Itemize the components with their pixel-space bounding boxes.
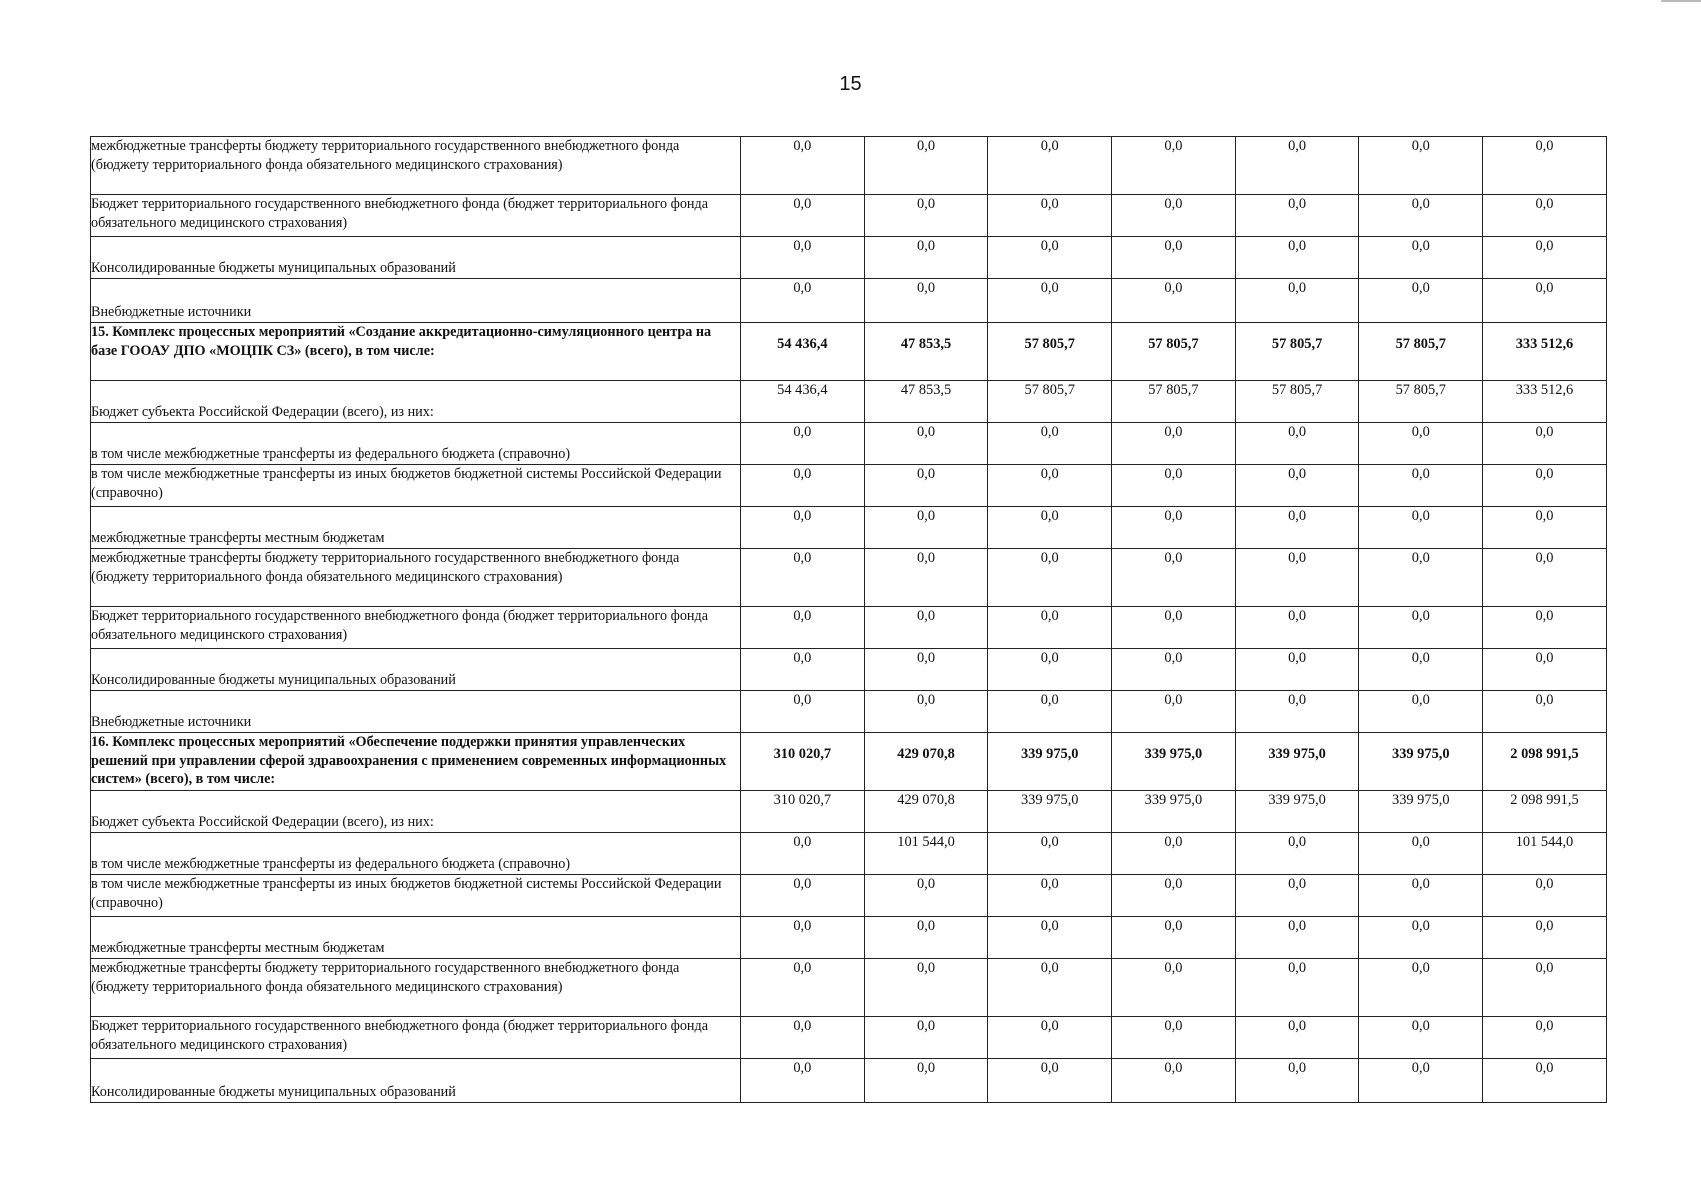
value-cell: 0,0: [1112, 279, 1236, 323]
value-cell: 0,0: [1359, 507, 1483, 549]
row-label-cell: [91, 959, 741, 1017]
value-cell: 0,0: [1112, 465, 1236, 507]
value-cell: 0,0: [1235, 237, 1359, 279]
value-cell: 0,0: [1112, 423, 1236, 465]
value-cell: 0,0: [1112, 195, 1236, 237]
table-row: [91, 959, 1607, 1017]
row-label-cell: [91, 649, 741, 691]
value-cell: 0,0: [1235, 833, 1359, 875]
row-label: в том числе межбюджетные трансферты из федерального бюджета (справочно): [91, 856, 571, 872]
value-cell: 0,0: [1235, 465, 1359, 507]
value-cell: 0,0: [1483, 691, 1607, 733]
value-cell: 57 805,7: [1359, 323, 1483, 381]
value-cell: 0,0: [1359, 691, 1483, 733]
row-label-cell: [91, 875, 741, 917]
table-row: [91, 1059, 1607, 1103]
value-cell: 339 975,0: [988, 733, 1112, 791]
row-label-cell: [91, 323, 741, 381]
value-cell: 0,0: [1112, 507, 1236, 549]
row-label-cell: [91, 1017, 741, 1059]
value-cell: 0,0: [988, 237, 1112, 279]
value-cell: 339 975,0: [1359, 791, 1483, 833]
budget-table-body: [91, 137, 1607, 1103]
value-cell: 0,0: [1235, 959, 1359, 1017]
value-cell: 339 975,0: [1359, 733, 1483, 791]
value-cell: 0,0: [988, 137, 1112, 195]
value-cell: 0,0: [864, 465, 988, 507]
value-cell: 0,0: [864, 279, 988, 323]
table-row: [91, 917, 1607, 959]
value-cell: 0,0: [1112, 917, 1236, 959]
row-label: Бюджет территориального государственного внебюджетного фонда (бюджет территориального фонда обязательного медицинского страхования): [91, 608, 709, 643]
row-label: межбюджетные трансферты местным бюджетам: [91, 530, 385, 546]
table-row: [91, 465, 1607, 507]
value-cell: 0,0: [1112, 549, 1236, 607]
value-cell: 0,0: [1359, 137, 1483, 195]
value-cell: 0,0: [1359, 959, 1483, 1017]
value-cell: 0,0: [1112, 607, 1236, 649]
table-row: [91, 423, 1607, 465]
value-cell: 0,0: [1483, 1017, 1607, 1059]
value-cell: 0,0: [741, 507, 865, 549]
value-cell: 339 975,0: [1112, 791, 1236, 833]
row-label: Бюджет субъекта Российской Федерации (всего), из них:: [91, 404, 434, 420]
budget-table: [90, 136, 1607, 1103]
value-cell: 0,0: [864, 959, 988, 1017]
row-label: Бюджет субъекта Российской Федерации (всего), из них:: [91, 814, 434, 830]
row-label-cell: [91, 549, 741, 607]
table-row: [91, 137, 1607, 195]
value-cell: 0,0: [741, 691, 865, 733]
scan-edge-mark: [1661, 0, 1701, 2]
value-cell: 333 512,6: [1483, 323, 1607, 381]
value-cell: 0,0: [864, 549, 988, 607]
value-cell: 0,0: [864, 691, 988, 733]
value-cell: 0,0: [741, 607, 865, 649]
value-cell: 0,0: [741, 875, 865, 917]
value-cell: 0,0: [864, 423, 988, 465]
row-label-cell: [91, 279, 741, 323]
value-cell: 0,0: [1359, 549, 1483, 607]
value-cell: 0,0: [1235, 423, 1359, 465]
table-row: [91, 507, 1607, 549]
value-cell: 0,0: [741, 279, 865, 323]
value-cell: 0,0: [988, 465, 1112, 507]
value-cell: 0,0: [1359, 195, 1483, 237]
row-label-cell: [91, 917, 741, 959]
row-label-cell: [91, 791, 741, 833]
row-label: в том числе межбюджетные трансферты из иных бюджетов бюджетной системы Российской Федерации (справочно): [91, 876, 722, 911]
value-cell: 0,0: [1235, 549, 1359, 607]
row-label: Бюджет территориального государственного внебюджетного фонда (бюджет территориального фонда обязательного медицинского страхования): [91, 1018, 709, 1053]
value-cell: 0,0: [864, 1017, 988, 1059]
value-cell: 0,0: [1483, 237, 1607, 279]
value-cell: 0,0: [1483, 875, 1607, 917]
row-label: Консолидированные бюджеты муниципальных образований: [91, 260, 456, 276]
table-row: [91, 833, 1607, 875]
value-cell: 0,0: [741, 549, 865, 607]
row-label: Консолидированные бюджеты муниципальных образований: [91, 1084, 456, 1100]
value-cell: 0,0: [1483, 137, 1607, 195]
value-cell: 310 020,7: [741, 733, 865, 791]
value-cell: 333 512,6: [1483, 381, 1607, 423]
value-cell: 0,0: [1235, 279, 1359, 323]
table-row: [91, 607, 1607, 649]
row-label: 16. Комплекс процессных мероприятий «Обеспечение поддержки принятия управленческих решений при управлении сферой здравоохранения с применением современных информационных систем» (всего), в том числе:: [91, 734, 727, 787]
value-cell: 339 975,0: [1235, 733, 1359, 791]
value-cell: 0,0: [1235, 1059, 1359, 1103]
table-section-row: [91, 323, 1607, 381]
row-label-cell: [91, 691, 741, 733]
value-cell: 0,0: [1483, 507, 1607, 549]
table-row: [91, 875, 1607, 917]
row-label-cell: [91, 137, 741, 195]
value-cell: 0,0: [741, 237, 865, 279]
table-section-row: [91, 733, 1607, 791]
value-cell: 0,0: [741, 917, 865, 959]
row-label-cell: [91, 381, 741, 423]
value-cell: 57 805,7: [1359, 381, 1483, 423]
table-row: [91, 691, 1607, 733]
row-label-cell: [91, 465, 741, 507]
value-cell: 0,0: [988, 691, 1112, 733]
value-cell: 0,0: [1483, 465, 1607, 507]
row-label: в том числе межбюджетные трансферты из иных бюджетов бюджетной системы Российской Федерации (справочно): [91, 466, 722, 501]
row-label: Внебюджетные источники: [91, 714, 252, 730]
value-cell: 57 805,7: [988, 323, 1112, 381]
value-cell: 0,0: [1235, 507, 1359, 549]
row-label: межбюджетные трансферты бюджету территориального государственного внебюджетного фонда (бюджету территориального фонда обязательного медицинского страхования): [91, 138, 680, 173]
value-cell: 0,0: [1112, 691, 1236, 733]
value-cell: 0,0: [1235, 137, 1359, 195]
value-cell: 0,0: [988, 607, 1112, 649]
row-label-cell: [91, 607, 741, 649]
value-cell: 0,0: [988, 875, 1112, 917]
value-cell: 47 853,5: [864, 381, 988, 423]
row-label-cell: [91, 1059, 741, 1103]
value-cell: 57 805,7: [1112, 381, 1236, 423]
value-cell: 0,0: [864, 1059, 988, 1103]
value-cell: 47 853,5: [864, 323, 988, 381]
value-cell: 310 020,7: [741, 791, 865, 833]
value-cell: 0,0: [1112, 137, 1236, 195]
value-cell: 0,0: [1235, 607, 1359, 649]
row-label: 15. Комплекс процессных мероприятий «Создание аккредитационно-симуляционного центра на базе ГООАУ ДПО «МОЦПК СЗ» (всего), в том числе:: [91, 324, 712, 359]
row-label-cell: [91, 423, 741, 465]
value-cell: 101 544,0: [1483, 833, 1607, 875]
value-cell: 0,0: [864, 875, 988, 917]
row-label-cell: [91, 733, 741, 791]
table-row: [91, 1017, 1607, 1059]
value-cell: 0,0: [1359, 833, 1483, 875]
value-cell: 57 805,7: [1112, 323, 1236, 381]
value-cell: 339 975,0: [1112, 733, 1236, 791]
value-cell: 0,0: [1359, 1017, 1483, 1059]
value-cell: 0,0: [1359, 607, 1483, 649]
value-cell: 0,0: [741, 959, 865, 1017]
value-cell: 0,0: [864, 649, 988, 691]
value-cell: 339 975,0: [1235, 791, 1359, 833]
value-cell: 0,0: [988, 959, 1112, 1017]
table-row: [91, 549, 1607, 607]
value-cell: 0,0: [1483, 195, 1607, 237]
value-cell: 0,0: [741, 833, 865, 875]
row-label: Бюджет территориального государственного внебюджетного фонда (бюджет территориального фонда обязательного медицинского страхования): [91, 196, 709, 231]
value-cell: 0,0: [988, 195, 1112, 237]
value-cell: 0,0: [1112, 1059, 1236, 1103]
value-cell: 0,0: [864, 237, 988, 279]
table-row: [91, 381, 1607, 423]
row-label-cell: [91, 833, 741, 875]
value-cell: 0,0: [1235, 649, 1359, 691]
value-cell: 0,0: [1483, 917, 1607, 959]
value-cell: 0,0: [988, 423, 1112, 465]
value-cell: 2 098 991,5: [1483, 791, 1607, 833]
value-cell: 0,0: [864, 917, 988, 959]
value-cell: 2 098 991,5: [1483, 733, 1607, 791]
value-cell: 0,0: [988, 917, 1112, 959]
value-cell: 0,0: [1359, 279, 1483, 323]
page-number: 15: [839, 73, 862, 95]
value-cell: 0,0: [988, 1017, 1112, 1059]
value-cell: 0,0: [1235, 691, 1359, 733]
value-cell: 0,0: [864, 137, 988, 195]
value-cell: 0,0: [1483, 607, 1607, 649]
value-cell: 429 070,8: [864, 733, 988, 791]
value-cell: 0,0: [741, 195, 865, 237]
value-cell: 0,0: [1112, 1017, 1236, 1059]
value-cell: 0,0: [1112, 833, 1236, 875]
row-label: Внебюджетные источники: [91, 304, 252, 320]
value-cell: 0,0: [864, 195, 988, 237]
value-cell: 0,0: [988, 649, 1112, 691]
value-cell: 0,0: [1359, 875, 1483, 917]
value-cell: 0,0: [988, 507, 1112, 549]
row-label-cell: [91, 195, 741, 237]
value-cell: 0,0: [741, 423, 865, 465]
value-cell: 0,0: [1483, 549, 1607, 607]
value-cell: 429 070,8: [864, 791, 988, 833]
value-cell: 0,0: [1112, 649, 1236, 691]
value-cell: 0,0: [1359, 423, 1483, 465]
value-cell: 54 436,4: [741, 323, 865, 381]
table-row: [91, 649, 1607, 691]
value-cell: 0,0: [1483, 1059, 1607, 1103]
value-cell: 339 975,0: [988, 791, 1112, 833]
value-cell: 0,0: [1359, 917, 1483, 959]
table-row: [91, 195, 1607, 237]
value-cell: 0,0: [864, 507, 988, 549]
table-row: [91, 791, 1607, 833]
value-cell: 0,0: [741, 649, 865, 691]
value-cell: 0,0: [1483, 279, 1607, 323]
value-cell: 0,0: [1235, 195, 1359, 237]
value-cell: 0,0: [988, 549, 1112, 607]
value-cell: 0,0: [741, 1059, 865, 1103]
value-cell: 0,0: [741, 465, 865, 507]
value-cell: 0,0: [1112, 959, 1236, 1017]
value-cell: 0,0: [1483, 423, 1607, 465]
value-cell: 57 805,7: [988, 381, 1112, 423]
value-cell: 0,0: [1359, 649, 1483, 691]
value-cell: 0,0: [988, 279, 1112, 323]
value-cell: 54 436,4: [741, 381, 865, 423]
value-cell: 0,0: [1235, 1017, 1359, 1059]
value-cell: 0,0: [1112, 237, 1236, 279]
table-row: [91, 237, 1607, 279]
value-cell: 0,0: [1483, 959, 1607, 1017]
value-cell: 0,0: [988, 1059, 1112, 1103]
value-cell: 0,0: [1235, 917, 1359, 959]
value-cell: 0,0: [864, 607, 988, 649]
value-cell: 101 544,0: [864, 833, 988, 875]
row-label: в том числе межбюджетные трансферты из федерального бюджета (справочно): [91, 446, 571, 462]
row-label: межбюджетные трансферты бюджету территориального государственного внебюджетного фонда (бюджету территориального фонда обязательного медицинского страхования): [91, 960, 680, 995]
row-label: межбюджетные трансферты местным бюджетам: [91, 940, 385, 956]
value-cell: 0,0: [1235, 875, 1359, 917]
row-label: межбюджетные трансферты бюджету территориального государственного внебюджетного фонда (бюджету территориального фонда обязательного медицинского страхования): [91, 550, 680, 585]
value-cell: 0,0: [1483, 649, 1607, 691]
table-row: [91, 279, 1607, 323]
value-cell: 0,0: [741, 1017, 865, 1059]
row-label-cell: [91, 507, 741, 549]
value-cell: 0,0: [741, 137, 865, 195]
value-cell: 0,0: [1359, 465, 1483, 507]
value-cell: 0,0: [1359, 237, 1483, 279]
row-label: Консолидированные бюджеты муниципальных образований: [91, 672, 456, 688]
value-cell: 57 805,7: [1235, 381, 1359, 423]
value-cell: 57 805,7: [1235, 323, 1359, 381]
value-cell: 0,0: [1112, 875, 1236, 917]
value-cell: 0,0: [988, 833, 1112, 875]
row-label-cell: [91, 237, 741, 279]
value-cell: 0,0: [1359, 1059, 1483, 1103]
